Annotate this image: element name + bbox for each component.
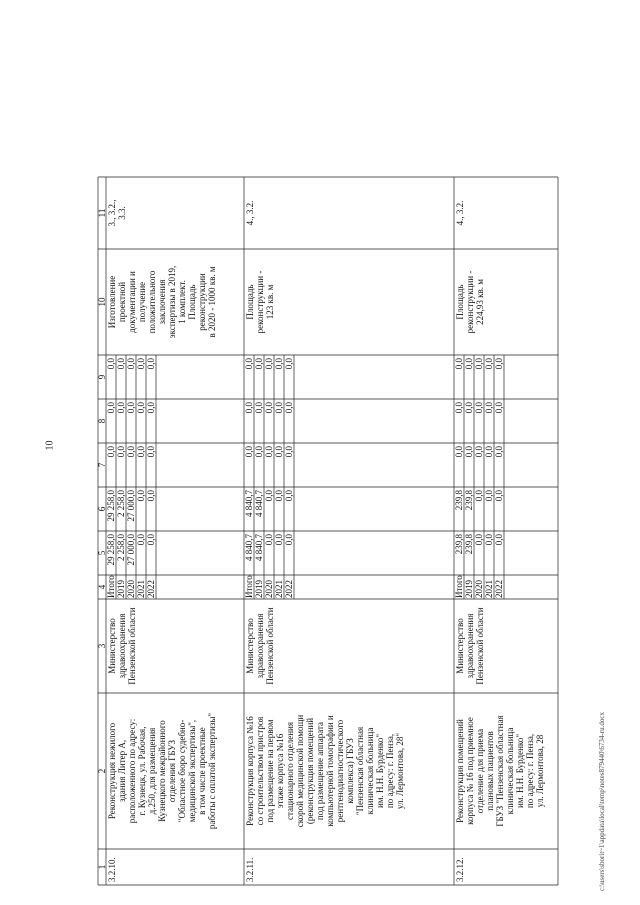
funding-value-col8: 0,0: [494, 402, 504, 414]
project-name-line: со строительством пристроя: [255, 716, 265, 826]
funding-value-col9: 0,0: [274, 358, 284, 370]
column-number-3: 3: [97, 643, 107, 649]
project-name-line: компьютерной томографии и: [325, 715, 335, 827]
funding-value-col7: 0,0: [464, 446, 474, 458]
funding-value-col5: 0,0: [494, 534, 504, 546]
goal-reference-line: 3.3.: [117, 206, 127, 220]
indicator-line: Площадь: [455, 284, 465, 320]
funding-value-col8: 0,0: [274, 402, 284, 414]
column-number-5: 5: [97, 550, 107, 556]
project-name-line: корпуса № 16 под приемное: [465, 717, 475, 825]
column-number-1: 1: [97, 864, 107, 870]
funding-value-col7: 0,0: [274, 446, 284, 458]
funding-value-col7: 0,0: [244, 446, 254, 458]
funding-value-col9: 0,0: [244, 358, 254, 370]
year-label: 2022: [494, 580, 504, 598]
project-name-line: плановых пациентов: [485, 731, 495, 811]
year-label: 2021: [136, 580, 146, 598]
year-label: 2020: [264, 580, 274, 598]
funding-value-col5: 0,0: [264, 534, 274, 546]
funding-value-col7: 0,0: [116, 446, 126, 458]
project-name-line: по адресу: г. Пенза,: [525, 733, 535, 809]
funding-value-col7: 0,0: [264, 446, 274, 458]
funding-value-col6: 239,8: [454, 490, 464, 511]
project-name-line: расположенного по адресу:: [127, 718, 137, 824]
funding-value-col5: 27 000,0: [126, 534, 136, 566]
project-name-line: Реконструкция помещений: [455, 719, 465, 823]
funding-value-col5: 4 840,7: [254, 534, 264, 561]
project-name-line: им. Н.Н. Бурденко": [515, 733, 525, 809]
project-name-line: скорой медицинской помощи: [295, 714, 305, 828]
funding-value-col8: 0,0: [464, 402, 474, 414]
project-name-line: медицинской экспертизы",: [187, 719, 197, 823]
funding-value-col9: 0,0: [116, 358, 126, 370]
project-name-line: ул. Лермонтова, 28: [535, 734, 545, 808]
page-number: 10: [44, 440, 56, 451]
project-name-line: стационарного отделения: [285, 721, 295, 821]
executor-line: Министерство: [107, 618, 117, 674]
column-number-7: 7: [97, 462, 107, 468]
funding-value-col6: 0,0: [484, 490, 494, 502]
indicator-line: Площадь: [187, 284, 197, 320]
year-label: Итого: [244, 575, 254, 598]
funding-value-col6: 0,0: [274, 490, 284, 502]
funding-value-col8: 0,0: [254, 402, 264, 414]
indicator-line: экспертизы в 2019,: [167, 265, 177, 339]
funding-value-col9: 0,0: [484, 358, 494, 370]
year-label: Итого: [106, 575, 116, 598]
row-number: 3.2.12.: [455, 857, 465, 882]
project-name-line: Реконструкция корпуса №16: [245, 716, 255, 826]
funding-value-col8: 0,0: [136, 402, 146, 414]
funding-value-col9: 0,0: [136, 358, 146, 370]
funding-value-col9: 0,0: [254, 358, 264, 370]
funding-value-col8: 0,0: [484, 402, 494, 414]
funding-value-col7: 0,0: [146, 446, 156, 458]
funding-value-col6: 0,0: [136, 490, 146, 502]
project-name-line: д.250, для размещения: [147, 727, 157, 815]
year-label: 2021: [484, 580, 494, 598]
project-name-line: здания Литер А,: [117, 739, 127, 803]
project-name-line: комплекса) ГБУЗ: [345, 738, 355, 804]
project-name-line: клиническая больница: [505, 727, 515, 815]
project-name-line: рентгенодиагностического: [335, 719, 345, 823]
year-label: 2019: [464, 580, 474, 598]
year-label: 2021: [274, 580, 284, 598]
year-label: Итого: [454, 575, 464, 598]
funding-value-col7: 0,0: [126, 446, 136, 458]
table-row: [244, 201, 405, 882]
funding-value-col6: 29 258,0: [106, 490, 116, 522]
year-label: 2022: [284, 580, 294, 598]
indicator-line: Изготовление: [107, 275, 117, 329]
project-name-line: г. Кузнецк, ул. Рабочая,: [137, 726, 147, 816]
indicator-line: положительного: [147, 270, 157, 334]
project-name-line: Кузнецкого межрайонного: [157, 720, 167, 822]
project-name-line: "Пензенская областная: [355, 726, 365, 816]
funding-value-col6: 4 840,7: [254, 490, 264, 517]
project-name-line: этаже корпуса №16: [275, 733, 285, 809]
funding-value-col6: 0,0: [494, 490, 504, 502]
funding-value-col6: 27 000,0: [126, 490, 136, 522]
indicator-line: Площадь: [245, 284, 255, 320]
funding-value-col8: 0,0: [474, 402, 484, 414]
funding-value-col8: 0,0: [264, 402, 274, 414]
indicator-line: документации и: [127, 271, 137, 333]
funding-value-col5: 0,0: [474, 534, 484, 546]
column-number-6: 6: [97, 506, 107, 512]
funding-value-col9: 0,0: [126, 358, 136, 370]
indicator-line: 123 кв. м: [265, 284, 275, 320]
funding-value-col7: 0,0: [284, 446, 294, 458]
project-name-line: им. Н.Н. Бурденко": [375, 733, 385, 809]
funding-value-col8: 0,0: [106, 402, 116, 414]
table-row: [454, 201, 545, 882]
column-number-11: 11: [97, 208, 107, 218]
funding-value-col5: 0,0: [284, 534, 294, 546]
project-name-line: Реконструкция нежилого: [107, 722, 117, 820]
indicator-line: реконструкции -: [465, 270, 475, 334]
year-label: 2020: [474, 580, 484, 598]
indicator-line: заключения: [157, 279, 167, 325]
column-number-9: 9: [97, 374, 107, 380]
funding-value-col8: 0,0: [454, 402, 464, 414]
funding-value-col6: 0,0: [146, 490, 156, 502]
goal-reference-line: 4., 3.2.: [455, 200, 465, 226]
funding-value-col5: 239,8: [454, 534, 464, 555]
project-name-line: отделения ГБУЗ: [167, 739, 177, 803]
executor-line: Министерство: [245, 618, 255, 674]
funding-value-col9: 0,0: [284, 358, 294, 370]
goal-reference-line: 4., 3.2.: [245, 200, 255, 226]
executor-line: Министерство: [455, 618, 465, 674]
indicator-line: проектной: [117, 281, 127, 323]
funding-value-col7: 0,0: [494, 446, 504, 458]
column-number-10: 10: [97, 297, 107, 307]
funding-value-col8: 0,0: [116, 402, 126, 414]
funding-value-col6: 0,0: [284, 490, 294, 502]
project-name-line: отделение для приема: [475, 728, 485, 814]
funding-value-col6: 0,0: [264, 490, 274, 502]
funding-value-col7: 0,0: [484, 446, 494, 458]
funding-value-col5: 4 840,7: [244, 534, 254, 561]
executor-line: Пензенской области: [475, 607, 485, 685]
funding-value-col9: 0,0: [454, 358, 464, 370]
year-label: 2019: [116, 580, 126, 598]
column-number-2: 2: [97, 768, 107, 774]
project-name-line: клиническая больница: [365, 727, 375, 815]
project-name-line: "Областное бюро судебно-: [177, 719, 187, 823]
funding-value-col7: 0,0: [474, 446, 484, 458]
executor-line: Пензенской области: [265, 607, 275, 685]
funding-value-col7: 0,0: [454, 446, 464, 458]
funding-value-col8: 0,0: [284, 402, 294, 414]
funding-value-col8: 0,0: [126, 402, 136, 414]
funding-value-col8: 0,0: [146, 402, 156, 414]
funding-value-col9: 0,0: [264, 358, 274, 370]
year-label: 2020: [126, 580, 136, 598]
executor-line: здравоохранения: [255, 613, 265, 679]
footer-file-path: c:\users\sborit~1\appdata\local\temp\notes879440\6734-ru.docx: [598, 712, 606, 891]
funding-value-col7: 0,0: [136, 446, 146, 458]
project-name-line: (реконструкция помещений: [305, 717, 315, 825]
funding-value-col5: 0,0: [136, 534, 146, 546]
executor-line: Пензенской области: [127, 607, 137, 685]
project-name-line: ул. Лермонтова, 28": [395, 732, 405, 810]
project-name-line: под размещение аппарата: [315, 721, 325, 821]
table-row: [106, 200, 217, 883]
funding-value-col6: 2 258,0: [116, 490, 126, 517]
column-number-4: 4: [97, 584, 107, 590]
column-number-8: 8: [97, 418, 107, 424]
project-name-line: по адресу: г. Пенза,: [385, 733, 395, 809]
funding-value-col6: 0,0: [474, 490, 484, 502]
funding-value-col5: 0,0: [484, 534, 494, 546]
goal-reference-line: 3., 3.2.,: [107, 199, 117, 227]
funding-value-col7: 0,0: [254, 446, 264, 458]
funding-value-col7: 0,0: [106, 446, 116, 458]
indicator-line: реконструкции: [197, 273, 207, 331]
funding-value-col5: 29 258,0: [106, 534, 116, 566]
project-name-line: в том числе проектные: [197, 727, 207, 815]
funding-value-col5: 2 258,0: [116, 534, 126, 561]
row-number: 3.2.10.: [107, 857, 117, 882]
funding-value-col5: 0,0: [274, 534, 284, 546]
project-name-line: под размещение на первом: [265, 719, 275, 823]
project-name-line: работы с оплатой экспертизы": [207, 712, 217, 830]
funding-value-col5: 239,8: [464, 534, 474, 555]
year-label: 2019: [254, 580, 264, 598]
row-number: 3.2.11.: [245, 857, 255, 882]
funding-value-col5: 0,0: [146, 534, 156, 546]
funding-value-col9: 0,0: [494, 358, 504, 370]
year-label: 2022: [146, 580, 156, 598]
indicator-line: получение: [137, 281, 147, 323]
funding-value-col8: 0,0: [244, 402, 254, 414]
indicator-line: в 2020 - 1000 кв. м: [207, 266, 217, 338]
indicator-line: реконструкции -: [255, 270, 265, 334]
funding-value-col9: 0,0: [464, 358, 474, 370]
funding-value-col9: 0,0: [474, 358, 484, 370]
executor-line: здравоохранения: [117, 613, 127, 679]
indicator-line: 224,93 кв. м: [475, 279, 485, 325]
funding-value-col9: 0,0: [106, 358, 116, 370]
indicator-line: 1 комплект.: [177, 280, 187, 324]
executor-line: здравоохранения: [465, 613, 475, 679]
funding-value-col6: 4 840,7: [244, 490, 254, 517]
funding-value-col6: 239,8: [464, 490, 474, 511]
project-name-line: ГБУЗ "Пензенская областная: [495, 715, 505, 827]
funding-value-col9: 0,0: [146, 358, 156, 370]
